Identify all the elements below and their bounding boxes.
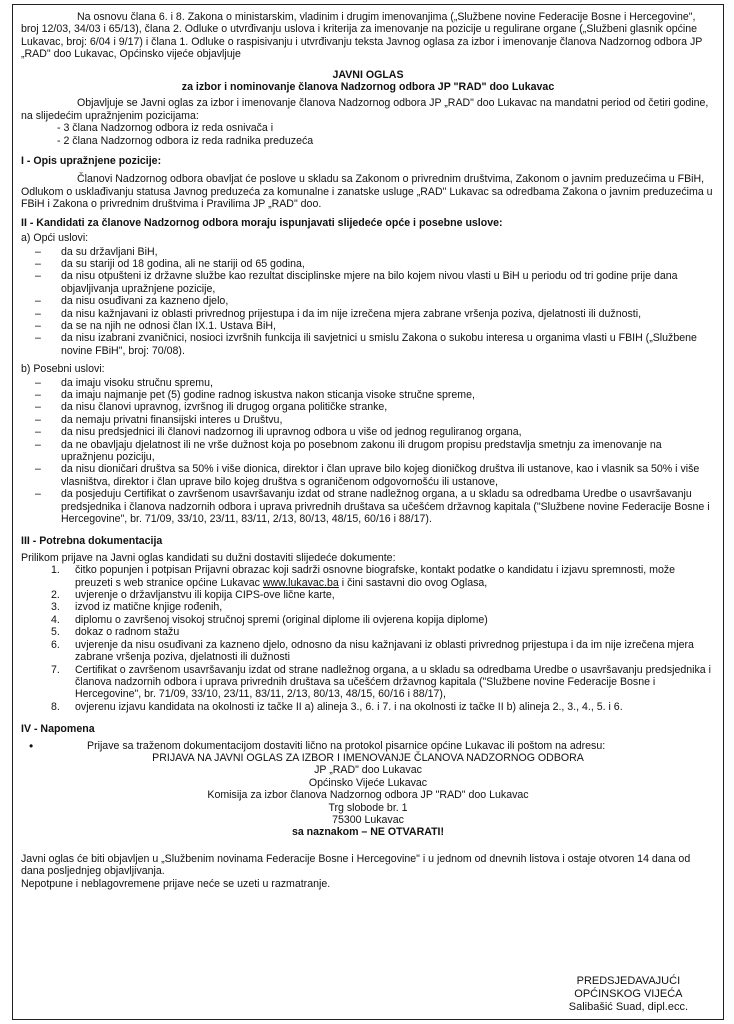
notice-subtitle: za izbor i nominovanje članova Nadzornog odbora JP "RAD" doo Lukavac: [181, 81, 555, 94]
preamble: Na osnovu člana 6. i 8. Zakona o ministarskim, vladinim i drugim imenovanjima („Službene novine Federacije Bosne i Hercegovine", broj 12/03, 34/03 i 65/13), člana 2. Odluke o utvrđivanju uslova i kriterija za imenovanje na pozicije u regulirane organe („Službeni glasnik općine Lukavac, broj: 6/04 i 9/17) i člana 1. Odluke o raspisivanju i utvrđivanju teksta Javnog oglasa za izbor i imenovanje članova Nadzornog odbora JP „RAD" doo Lukavac, Općinsko vijeće objavljuje: [21, 11, 703, 61]
list-item: – da nisu kažnjavani iz oblasti privrednog prijestupa i da im nije izrečena mjera zabrane vršenja poziva, djelatnosti ili dužnosti,: [21, 308, 715, 320]
website-link[interactable]: www.lukavac.ba: [262, 576, 339, 589]
list-item: 5. dokaz o radnom stažu: [51, 626, 180, 639]
list-item: 6. uvjerenje da nisu osuđivani za kazneno djelo, odnosno da nisu kažnjavani iz oblasti privrednog prijestupa i da im nije izrečena mjera zabrane vršenja poziva, djelatnosti ili dužnosti: [51, 638, 694, 664]
bullet-icon: •: [29, 738, 34, 753]
list-item: – da nemaju privatni finansijski interes u Društvu,: [21, 414, 715, 426]
list-item: – da su stariji od 18 godina, ali ne stariji od 65 godina,: [21, 258, 715, 270]
intro-item-2: - 2 člana Nadzornog odbora iz reda radnika preduzeća: [57, 134, 314, 147]
section-1-title: I - Opis upražnjene pozicije:: [21, 155, 162, 168]
signature-name: Salibašić Suad, dipl.ecc.: [568, 1001, 688, 1013]
notice-title: JAVNI OGLAS: [332, 68, 404, 81]
list-item: – da posjeduju Certifikat o završenom usavršavanju izdat od strane nadležnog organa, a u skladu sa odredbama Uredbe o usavršavanju predsjednika i članova nadzornih odbora i uprava privrednih društava sa učešćem državnog kapitala ("Službene novine Federacije Bosne i Hercegovine", br. 71/09, 33/10, 23/11, 83/11, 2/13, 80/13, 48/15, 60/16 i 88/17).: [21, 488, 715, 525]
section-3-title: III - Potrebna dokumentacija: [21, 535, 163, 548]
list-item: – da ne obavljaju djelatnost ili ne vrše dužnost koja po posebnom zakonu ili drugom propisu predstavlja smetnju za imenovanje na upražnjenu poziciju,: [21, 439, 715, 464]
closing-note: Nepotpune i neblagovremene prijave neće se uzeti u razmatranje.: [21, 877, 331, 890]
intro-item-1: - 3 člana Nadzornog odbora iz reda osnivača i: [57, 122, 274, 135]
mailing-address: [21, 752, 715, 839]
notice-frame: [12, 4, 724, 1020]
address-line: Trg slobode br. 1: [328, 801, 408, 814]
address-line: sa naznakom – NE OTVARATI!: [291, 826, 445, 839]
list-item: 3. izvod iz matične knjige rođenih,: [51, 601, 223, 614]
signature-subtitle: OPĆINSKOG VIJEĆA: [574, 988, 683, 1000]
list-item: – da nisu otpušteni iz državne službe kao rezultat disciplinske mjere na bilo kojem nivou vlasti u BiH u periodu od tri godine prije dana objavljivanja upražnjene pozicije,: [21, 270, 715, 295]
special-conditions-label: b) Posebni uslovi:: [21, 363, 105, 376]
general-conditions-label: a) Opći uslovi:: [21, 232, 89, 245]
list-item: 1. čitko popunjen i potpisan Prijavni obrazac koji sadrži osnovne biografske, kontakt podatke o kandidatu i izjavu spremnosti, može preuzeti s web stranice općine Lukavac www.lukavac.ba i čini sastavni dio ovog Oglasa,: [51, 564, 676, 589]
section-4-body: [21, 740, 715, 752]
special-conditions-list: [21, 377, 715, 526]
signature-title: PREDSJEDAVAJUĆI: [576, 975, 681, 987]
section-4-text: Prijave sa traženom dokumentacijom dostaviti lično na protokol pisarnice općine Lukavac ili poštom na adresu:: [87, 739, 606, 752]
address-line: PRIJAVA NA JAVNI OGLAS ZA IZBOR I IMENOVANJE ČLANOVA NADZORNOG ODBORA: [152, 751, 584, 764]
address-line: JP „RAD" doo Lukavac: [314, 764, 422, 777]
section-1-text: Članovi Nadzornog odbora obavljat će poslove u skladu sa Zakonom o privrednim društvima, Zakonom o javnim preduzećima u FBiH, Odlukom o usklađivanju statusa Javnog preduzeća za komunalne i zanatske usluge „RAD" Lukavac sa odredbama Zakona o javnim preduzećima u FBiH i Zakona o privrednim društvima i Pravilima JP „RAD" doo.: [21, 173, 713, 211]
section-2-title: II - Kandidati za članove Nadzornog odbora moraju ispunjavati slijedeće opće i posebne uslove:: [21, 216, 503, 229]
list-item: – da su državljani BiH,: [21, 246, 715, 258]
list-item: – da imaju najmanje pet (5) godine radnog iskustva nakon sticanja visoke stručne spreme,: [21, 389, 715, 401]
intro-text: Objavljuje se Javni oglas za izbor i imenovanje članova Nadzornog odbora JP „RAD" doo Lukavac na mandatni period od četiri godine, na slijedećim upražnjenim pozicijama:: [21, 97, 709, 122]
list-item: – da nisu dioničari društva sa 50% i više dionica, direktor i član uprave bilo kojeg dioničkog društva ili ustanove, kao i vlasnik sa 50% i više vlasništva, direktor i član uprave bilo kojeg društva s ograničenom odgovornošću ili ustanove,: [21, 463, 715, 488]
list-item: – da nisu osuđivani za kazneno djelo,: [21, 295, 715, 307]
list-item: 2. uvjerenje o državljanstvu ili kopija CIPS-ove lične karte,: [51, 589, 335, 602]
list-item: – da imaju visoku stručnu spremu,: [21, 377, 715, 389]
section-4-title: IV - Napomena: [21, 723, 95, 736]
section-3-intro: Prilikom prijave na Javni oglas kandidati su dužni dostaviti slijedeće dokumente:: [21, 551, 396, 564]
document-page: [12, 4, 724, 1020]
closing-text: Javni oglas će biti objavljen u „Službenim novinama Federacije Bosne i Hercegovine" i u jednom od dnevnih listova i ostaje otvoren 14 dana od dana posljednjeg objavljivanja.: [21, 852, 691, 878]
documents-list: [21, 564, 715, 713]
signature-block: [569, 975, 688, 1014]
list-item: 8. ovjerenu izjavu kandidata na okolnosti iz tačke II a) alineja 3., 6. i 7. i na okolnosti iz tačke II b) alineja 2., 3., 4., 5. i 6.: [51, 700, 623, 713]
general-conditions-list: [21, 246, 715, 358]
address-line: Općinsko Vijeće Lukavac: [308, 776, 428, 789]
address-line: Komisija za izbor članova Nadzornog odbora JP "RAD" doo Lukavac: [207, 789, 529, 802]
list-item: – da nisu izabrani zvaničnici, nosioci izvršnih funkcija ili savjetnici u smislu Zakona o sukobu interesa u organima vlasti u FBIH („Službene novine FBiH", broj: 70/08).: [21, 332, 715, 357]
list-item: 4. diplomu o završenoj visokoj stručnoj spremi (original diplome ili ovjerena kopija diplome): [51, 613, 488, 626]
list-item: – da nisu predsjednici ili članovi nadzornog ili upravnog odbora u više od jednog reguliranog organa,: [21, 426, 715, 438]
list-item: 7. Certifikat o završenom usavršavanju izdat od strane nadležnog organa, a u skladu sa odredbama Uredbe o usavršavanju predsjednika i članova nadzornih odbora i uprava privrednih društava sa učešćem državnog kapitala ("Službene novine Federacije Bosne i Hercegovine", br. 71/09, 33/10, 23/11, 83/11, 2/13, 80/13, 48/15, 60/16 i 88/17),: [51, 663, 711, 701]
list-item: – da se na njih ne odnosi član IX.1. Ustava BiH,: [21, 320, 715, 332]
address-line: 75300 Lukavac: [332, 813, 404, 826]
list-item: – da nisu članovi upravnog, izvršnog ili drugog organa političke stranke,: [21, 401, 715, 413]
